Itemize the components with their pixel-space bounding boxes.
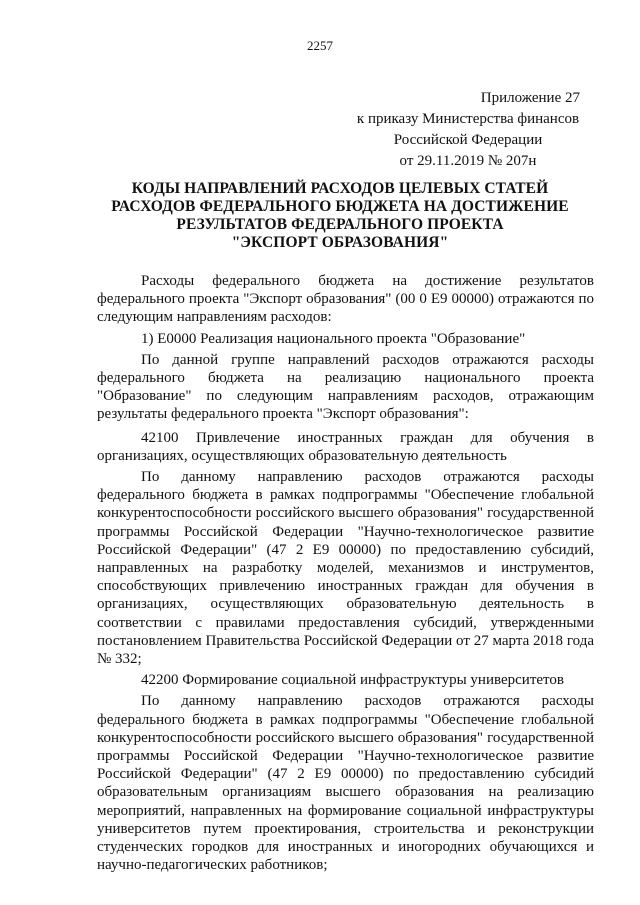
document-body <box>97 272 594 875</box>
appendix-ministry: Российской Федерации <box>393 132 543 148</box>
title-line: РЕЗУЛЬТАТОВ ФЕДЕРАЛЬНОГО ПРОЕКТА <box>176 216 504 233</box>
appendix-number: Приложение 27 <box>480 90 580 106</box>
paragraph-section-heading: 1) Е0000 Реализация национального проекта "Образование" <box>141 330 526 347</box>
appendix-order-ref: к приказу Министерства финансов <box>356 111 580 127</box>
appendix-block <box>348 88 588 172</box>
document-title <box>90 180 590 252</box>
title-line: КОДЫ НАПРАВЛЕНИЙ РАСХОДОВ ЦЕЛЕВЫХ СТАТЕЙ <box>131 180 549 197</box>
paragraph-42200-description: По данному направлению расходов отражаются расходы федерального бюджета в рамках подпрограммы "Обеспечение глобальной конкурентоспособности российского высшего образования" государственной программы Российской Федерации "Научно-технологическое развитие Российской Федерации" (47 2 Е9 00000) по предоставлению субсидий образовательным организациям высшего образования на реализацию мероприятий, направленных на формирование социальной инфраструктуры университетов путем проектирования, строительства и реконструкции студенческих городков для иностранных и иногородних обучающихся и научно-педагогических работников; <box>97 693 594 874</box>
title-line: "ЭКСПОРТ ОБРАЗОВАНИЯ" <box>231 234 449 251</box>
title-line: РАСХОДОВ ФЕДЕРАЛЬНОГО БЮДЖЕТА НА ДОСТИЖЕНИЕ <box>111 198 569 215</box>
appendix-date: от 29.11.2019 № 207н <box>399 153 537 169</box>
paragraph-code-42100: 42100 Привлечение иностранных граждан для обучения в организациях, осуществляющих образовательную деятельность <box>97 429 594 464</box>
paragraph-code-42200: 42200 Формирование социальной инфраструктуры университетов <box>141 672 564 689</box>
paragraph-intro: Расходы федерального бюджета на достижение результатов федерального проекта "Экспорт образования" (00 0 Е9 00000) отражаются по следующим направлениям расходов: <box>97 273 594 326</box>
paragraph-42100-description: По данному направлению расходов отражаются расходы федерального бюджета в рамках подпрограммы "Обеспечение глобальной конкурентоспособности российского высшего образования" государственной программы Российской Федерации "Научно-технологическое развитие Российской Федерации" (47 2 Е9 00000) по предоставлению субсидий, направленных на разработку моделей, механизмов и инструментов, способствующих привлечению иностранных граждан для обучения в организациях, осуществляющих образовательную деятельность в соответствии с правилами предоставления субсидий, утвержденными постановлением Правительства Российской Федерации от 27 марта 2018 года № 332; <box>97 469 594 668</box>
paragraph-group-description: По данной группе направлений расходов отражаются расходы федерального бюджета на реализацию национального проекта "Образование" по следующим направлениям расходов, отражающим результаты федерального проекта "Экспорт образования": <box>97 351 594 423</box>
page-number: 2257 <box>307 38 333 53</box>
